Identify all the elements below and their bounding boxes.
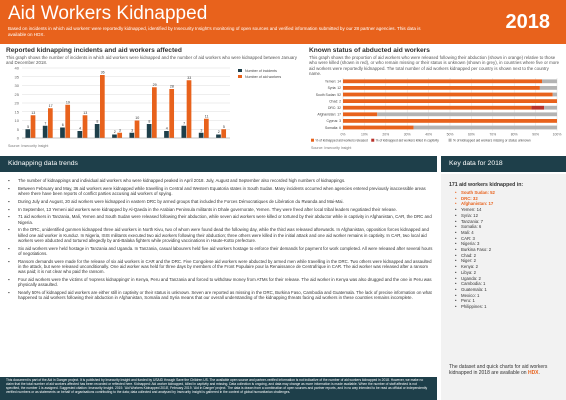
stacked-bar-segment xyxy=(377,112,557,116)
key-data-item: • Cambodia: 1 xyxy=(455,281,495,287)
key-data-item: • Mexico: 1 xyxy=(455,293,495,299)
bar xyxy=(60,128,65,139)
y-tick-label: 40 xyxy=(14,65,19,71)
bar xyxy=(31,115,36,138)
data-label: 5 xyxy=(27,124,30,129)
legend-swatch xyxy=(449,139,452,142)
x-tick-label: 20% xyxy=(382,132,390,137)
trend-item: ▪ Four aid workers were the victims of 'express kidnappings' in Kenya, Peru and Tanzania and forced to withdraw money from ATMs for their release. The aid worker in Kenya was also drugged and the one in Peru was physically assaulted. xyxy=(8,277,436,287)
bar xyxy=(117,133,122,138)
bar xyxy=(216,135,221,139)
bar xyxy=(187,80,192,138)
trend-item: ▪ Ransom demands were made for the release of six aid workers in CAR and the DRC. Five Congolese aid workers were abducted by armed men while travelling in the DRC. Two others were kidnapped and assaulted in the attack, but were released unconditionally. One aid worker was held for three days by members of the Front Populaire pour la Renaissance de Centrafrique in CAR. The aid worker was released after a ransom was paid; it is not clear who paid the ransom. xyxy=(8,259,436,275)
bar xyxy=(129,133,134,138)
year-badge: 2018 xyxy=(505,11,550,33)
status-chart-panel xyxy=(309,47,562,151)
key-data-item: • Yemen: 14 xyxy=(455,207,495,213)
header-banner xyxy=(0,0,566,44)
status-stacked-chart xyxy=(309,76,562,146)
bar xyxy=(65,105,70,138)
key-data-item: • Nigeria: 3 xyxy=(455,241,495,247)
bar xyxy=(95,124,100,138)
bar xyxy=(77,131,82,138)
x-tick-label: 50% xyxy=(446,132,454,137)
stacked-bar-segment xyxy=(343,86,540,90)
key-data-item: • Burkina Faso: 2 xyxy=(455,247,495,253)
legend-label: % of kidnapped aid workers killed in captivity xyxy=(375,138,439,143)
status-chart-source: Source: Insecurity Insight xyxy=(311,146,352,150)
key-data-footer-end: . xyxy=(538,370,540,376)
data-label: 3 xyxy=(200,128,203,133)
data-label: 5 xyxy=(222,124,225,129)
data-label: 13 xyxy=(83,110,88,115)
key-data-item: • South Sudan: 52 xyxy=(455,190,495,196)
stacked-bar-segment xyxy=(343,112,377,116)
key-data-item: • CAR: 3 xyxy=(455,236,495,242)
category-label: Somalia: 6 xyxy=(324,125,341,130)
bar xyxy=(221,129,226,138)
bar xyxy=(25,129,30,138)
y-tick-label: 5 xyxy=(16,126,19,132)
key-data-footer-text: The dataset and quick charts for aid workers kidnapped in 2018 are available on xyxy=(449,364,548,376)
hdx-link[interactable]: HDX xyxy=(527,370,539,376)
data-label: 17 xyxy=(48,103,53,108)
bar xyxy=(43,126,48,138)
data-label: 28 xyxy=(169,84,174,89)
x-tick-label: 70% xyxy=(489,132,497,137)
legend-swatch xyxy=(238,75,242,78)
stacked-bar-segment xyxy=(531,106,544,110)
y-tick-label: 10 xyxy=(14,118,19,123)
key-data-heading-bar xyxy=(441,156,566,172)
x-tick-label: 60% xyxy=(468,132,475,137)
trends-heading: Kidnapping data trends xyxy=(8,160,78,167)
y-tick-label: 15 xyxy=(14,109,19,115)
key-data-item: • Somalia: 6 xyxy=(455,224,495,230)
category-label: South Sudan: 52 xyxy=(315,92,341,97)
data-label: 8 xyxy=(96,119,99,124)
key-data-item: • Guatemala: 1 xyxy=(455,287,495,293)
trend-item: ▪ Nearly 50% of kidnapped aid workers are either still in captivity or their status is unknown. Seven are reported as missing in the DRC, Burkina Faso, Cambodia and Guatemala. The lack of precise information on what happened to aid workers following their abduction in Afghanistan, Somalia and Syria means that our overall understanding of the kidnapping threats facing aid workers in these countries remains incomplete. xyxy=(8,290,436,300)
x-tick-label: 10% xyxy=(361,132,368,137)
trend-item: ▪ Between February and May, 36 aid workers were kidnapped while travelling in Central and Western Equatoria states in South Sudan. Many incidents occurred when agencies entered previously inaccessible areas where there have been reports of conflict parties accusing aid workers of spying. xyxy=(8,186,436,196)
data-label: 13 xyxy=(31,110,36,115)
x-tick-label: 100% xyxy=(552,132,562,137)
x-tick-label: 0% xyxy=(340,132,346,137)
trend-item: ▪ In the DRC, unidentified gunmen kidnapped three aid workers in North Kivu, two of whom were found dead the following day, while the third was released afterwards. In Afghanistan, opposition forces kidnapped and killed one aid worker in Kunduz. In Nigeria, ISIS militants executed two aid workers following their abduction; three others were killed in the initial attack and one aid worker remains in captivity. In CAR, two local aid workers were abducted and tortured allegedly by anti-Balaka fighters while providing vaccinations in Haute-Kotto prefecture. xyxy=(8,227,436,243)
category-label: Chad: 2 xyxy=(329,99,341,104)
bar xyxy=(181,126,186,138)
legend-swatch xyxy=(371,139,374,142)
data-label: 6 xyxy=(61,123,64,127)
category-label: Syria: 12 xyxy=(327,86,341,91)
data-label: 11 xyxy=(204,114,209,119)
bar xyxy=(83,115,88,138)
bar xyxy=(147,124,152,138)
stacked-bar-segment xyxy=(343,79,542,83)
disclaimer-text: This document is part of the Aid in Danger project. It is published by Insecurity Insight and funded by USAID through Save the Children US. The available open source and partner-verified information is not indicative of the number of aid workers kidnapped in 2018. However, we make no claim that the total number of aid workers affected has been recorded or reflected here. Kidnapped: Aid worker kidnapped, killed in captivity and missing. Data collection is ongoing, and data may change as more information is made available. When the number of staff affected is not specified, the number 1 is assigned. Suggested citation: Insecurity Insight. 2019. 'Aid Workers Kidnapped 2018', February 2019. 'Aid in Danger' project. The data is drawn from a combination of open sources and partner reports, and in no way intended to be read as official or independently verified numbers or as statements on behalf of organisations contributing to the data; data collected and analysed by Insecurity Insight is gathered in the context of global humanitarian challenges. xyxy=(6,378,428,394)
y-tick-label: 0 xyxy=(16,135,19,141)
y-tick-label: 20 xyxy=(14,100,19,106)
x-tick-label: 30% xyxy=(403,132,411,137)
trend-item: ▪ 71 aid workers in Tanzania, Mali, Yemen and South Sudan were released following their abduction, while seven aid workers were killed or tortured by their abductor while in captivity in Afghanistan, CAR, the DRC and Nigeria. xyxy=(8,214,436,224)
legend-label: Number of incidents xyxy=(245,69,277,73)
key-data-item: • Syria: 12 xyxy=(455,213,495,219)
incidents-chart-desc: This graph shows the number of incidents in which aid workers were kidnapped and the number of aid workers who were kidnapped between January and December 2018. xyxy=(6,55,297,66)
bar xyxy=(169,89,174,138)
data-label: 7 xyxy=(44,121,47,126)
page-subtitle: Based on incidents in which aid workers' were reportedly kidnapped, identified by Insecurity Insight's monitoring of open sources and verified information submitted by our 28 partner agencies. This data is available on HDX. xyxy=(8,26,421,37)
trends-heading-bar xyxy=(0,156,437,172)
stacked-bar-segment xyxy=(343,119,557,123)
x-tick-label: 80% xyxy=(510,132,518,137)
status-chart-desc: This graph shows the proportion of aid workers who were released following their abduction (shown in orange) relative to those who were killed (shown in red), or who remain missing or their status is unknown (shown in grey), in countries where five or more aid workers were reportedly kidnapped. The total number of aid workers kidnapped per country is shown next to the country name. xyxy=(309,55,560,76)
incidents-chart-source: Source: Insecurity Insight xyxy=(8,144,49,148)
key-data-list xyxy=(455,190,495,310)
category-label: Cyprus: 3 xyxy=(326,119,341,124)
key-data-footer xyxy=(449,364,561,376)
incidents-chart-title: Reported kidnapping incidents and aid workers affected xyxy=(6,47,182,54)
y-tick-label: 30 xyxy=(14,83,19,88)
bar xyxy=(164,131,169,138)
key-data-item: • Uganda: 2 xyxy=(455,276,495,282)
data-label: 10 xyxy=(135,116,140,120)
data-label: 7 xyxy=(183,121,186,126)
stacked-bar-segment xyxy=(343,106,531,110)
legend-label: % of kidnapped aid workers missing or status unknown xyxy=(453,138,531,143)
stacked-bar-segment xyxy=(343,126,414,130)
data-label: 4 xyxy=(79,126,82,131)
category-label: Yemen: 14 xyxy=(324,79,341,84)
data-label: 29 xyxy=(152,82,157,87)
trend-item: ▪ The number of kidnappings and individual aid workers who were kidnapped peaked in April 2018. July, August and September also recorded high numbers of kidnappings. xyxy=(8,178,436,183)
stacked-bar-segment xyxy=(544,106,557,110)
key-data-item: • DRC: 32 xyxy=(455,196,495,202)
bar xyxy=(204,119,209,138)
legend-swatch xyxy=(311,139,314,142)
key-data-item: • Peru: 1 xyxy=(455,298,495,304)
key-data-item: • Mali: 4 xyxy=(455,230,495,236)
key-data-item: • Chad: 2 xyxy=(455,253,495,259)
key-data-item: • Philippines: 1 xyxy=(455,304,495,310)
legend-label: Number of aid workers xyxy=(245,75,282,79)
key-data-item: • Libya: 2 xyxy=(455,270,495,276)
disclaimer-footer xyxy=(0,377,437,400)
key-data-item: • Tanzania: 7 xyxy=(455,219,495,225)
trend-item: ▪ In September, 13 Yemeni aid workers were kidnapped by Al-Qaeda in the Arabian Peninsula militants in Dhale governorate, Yemen. They were freed after local tribal leaders negotiated their release. xyxy=(8,207,436,212)
page-title: Aid Workers Kidnapped xyxy=(8,3,208,24)
bar xyxy=(135,121,140,139)
category-label: Afghanistan: 17 xyxy=(317,112,341,117)
x-tick-label: 40% xyxy=(425,132,432,137)
key-data-panel xyxy=(441,174,566,400)
data-label: 19 xyxy=(65,100,70,105)
trend-item: ▪ During July and August, 20 aid workers were kidnapped in eastern DRC by armed groups that included the Forces Démocratiques de Libération du Rwanda and Mai-Mai. xyxy=(8,199,436,204)
data-label: 3 xyxy=(131,128,134,133)
legend-label: % of kidnapped aid workers released xyxy=(315,138,368,143)
key-data-heading: Key data for 2018 xyxy=(449,160,503,167)
stacked-bar-segment xyxy=(542,79,557,83)
bar xyxy=(112,135,117,139)
trends-list xyxy=(8,178,436,303)
incidents-chart-panel xyxy=(6,47,302,151)
key-data-item: • Niger: 2 xyxy=(455,258,495,264)
key-data-item: • Kenya: 2 xyxy=(455,264,495,270)
data-label: 33 xyxy=(187,75,192,80)
stacked-bar-segment xyxy=(343,99,557,103)
trend-item: ▪ Six aid workers were held hostage in Tanzania and Uganda. In Tanzania, casual labourers held five aid workers hostage to enforce their demands for payment for work completed. All were released after several hours of negotiations. xyxy=(8,246,436,256)
bar xyxy=(100,75,105,138)
bar xyxy=(199,133,204,138)
legend-swatch xyxy=(238,69,242,72)
data-label: 8 xyxy=(148,119,151,124)
x-tick-label: 90% xyxy=(532,132,539,137)
data-label: 2 xyxy=(113,130,116,134)
data-label: 4 xyxy=(165,126,168,131)
data-label: 36 xyxy=(100,70,105,75)
data-label: 3 xyxy=(118,128,121,133)
data-label: 2 xyxy=(217,130,220,134)
stacked-bar-segment xyxy=(540,86,557,90)
y-tick-label: 35 xyxy=(14,74,19,80)
category-label: DRC: 32 xyxy=(327,106,341,110)
y-tick-label: 25 xyxy=(14,91,19,97)
bar xyxy=(48,108,53,138)
stacked-bar-segment xyxy=(343,93,553,97)
stacked-bar-segment xyxy=(414,126,557,130)
incidents-bar-chart xyxy=(6,64,302,144)
key-data-item: • Afghanistan: 17 xyxy=(455,201,495,207)
stacked-bar-segment xyxy=(553,93,557,97)
key-data-subheading: 171 aid workers kidnapped in: xyxy=(449,182,524,188)
bar xyxy=(152,87,157,138)
status-chart-title: Known status of abducted aid workers xyxy=(309,47,430,54)
